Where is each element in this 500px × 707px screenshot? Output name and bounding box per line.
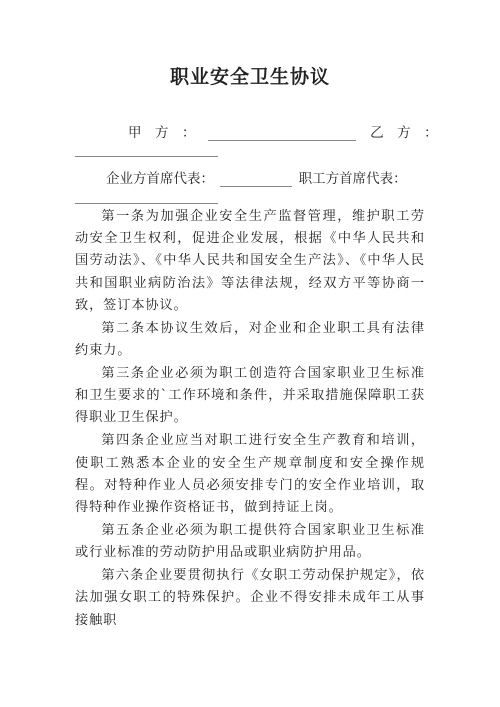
article-2: 第二条本协议生效后，对企业和企业职工具有法律约束力。 [75,320,425,359]
article-6: 第六条企业要贯彻执行《女职工劳动保护规定》，依法加强女职工的特殊保护。企业不得安排未成年工从事接触职 [75,568,425,628]
article-3: 第三条企业必须为职工创造符合国家职业卫生标准和卫生要求的`工作环境和条件，并采取措施保障职工获得职业卫生保护。 [75,366,425,426]
party-a-row [128,121,438,141]
party-b-label: 乙 方 ： [370,125,438,141]
article-5: 第五条企业必须为职工提供符合国家职业卫生标准或行业标准的劳动防护用品或职业病防护用品。 [75,523,425,561]
representatives-row [106,167,407,187]
party-b-blank [75,142,218,157]
worker-rep-label: 职工方首席代表： [298,171,407,187]
document-title: 职业安全卫生协议 [169,66,330,88]
worker-rep-blank [75,189,218,204]
article-4: 第四条企业应当对职工进行安全生产教育和培训，使职工熟悉本企业的安全生产规章制度和安全操作规程。对特种作业人员必须安排专门的安全作业培训，取得特种作业操作资格证书，做到持证上岗。 [75,433,425,516]
enterprise-rep-blank [220,172,292,187]
party-a-label: 甲 方 ： [128,125,196,141]
enterprise-rep-label: 企业方首席代表： [106,171,214,187]
article-1: 第一条为加强企业安全生产监督管理，维护职工劳动安全卫生权利，促进企业发展，根据《中华人民共和国劳动法》、《中华人民共和国安全生产法》、《中华人民共和国职业病防治法》等法律法规，经双方平等协商一致，签订本协议。 [75,209,425,313]
party-a-blank [208,126,356,141]
articles-body [75,206,425,633]
